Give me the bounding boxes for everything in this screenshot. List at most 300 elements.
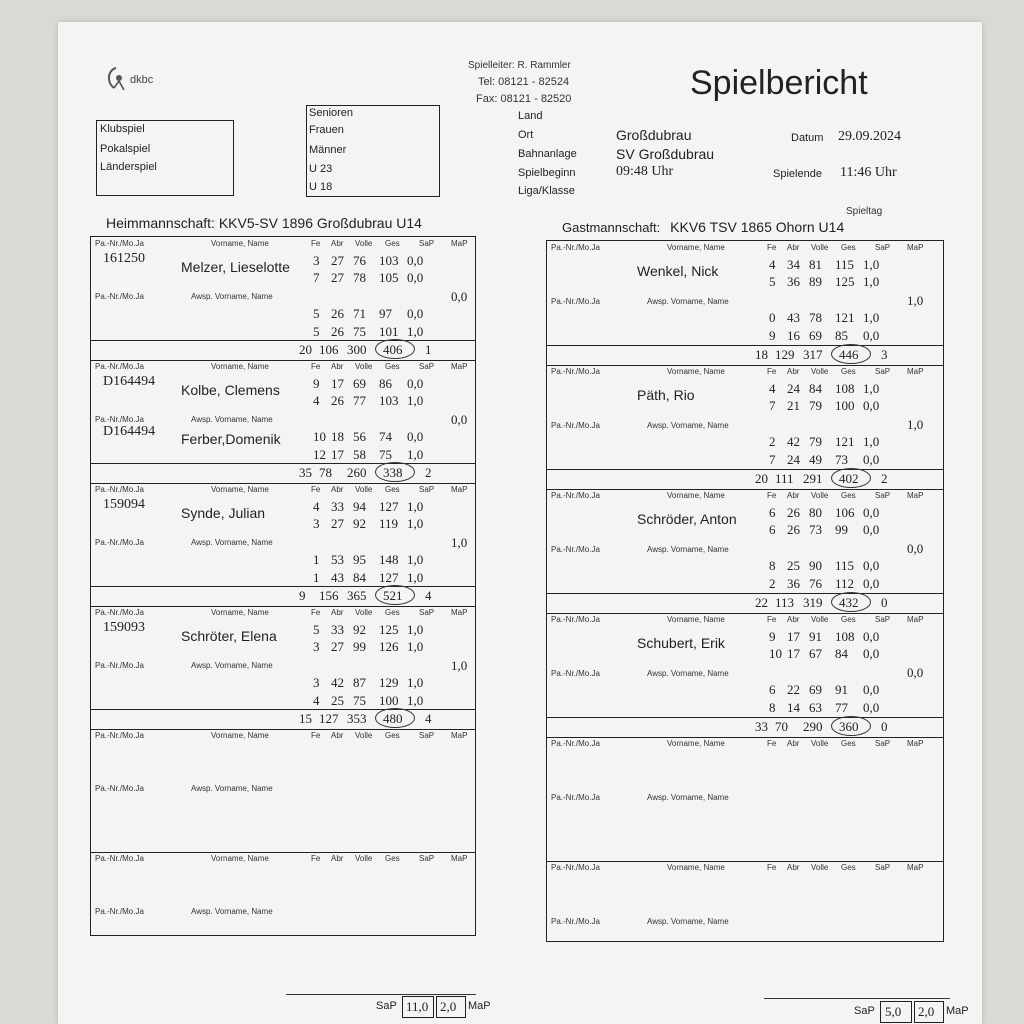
sub-name-label: Awsp. Vorname, Name xyxy=(191,538,273,548)
sub-name-label: Awsp. Vorname, Name xyxy=(191,784,273,794)
throw-cell: 3 xyxy=(313,253,320,268)
column-label-map: MaP xyxy=(451,608,468,617)
total-cell: 432 xyxy=(839,595,859,610)
throw-cell: 6 xyxy=(769,682,776,698)
name-label: Vorname, Name xyxy=(667,863,725,872)
throw-cell: 112 xyxy=(835,576,855,592)
throw-cell: 78 xyxy=(353,270,366,285)
player-divider xyxy=(547,365,943,366)
throw-cell: 77 xyxy=(353,393,366,408)
total-circle xyxy=(375,339,415,359)
category-u18: U 18 xyxy=(309,181,333,193)
throw-cell: 14 xyxy=(787,700,800,716)
player-map: 0,0 xyxy=(451,411,468,427)
throw-cell: 119 xyxy=(379,516,399,531)
total-cell: 402 xyxy=(839,471,859,486)
throw-cell: 84 xyxy=(353,569,366,585)
throw-cell: 129 xyxy=(379,674,399,690)
sub-name-label: Awsp. Vorname, Name xyxy=(191,292,273,302)
player-divider xyxy=(91,606,475,607)
total-divider xyxy=(547,345,943,346)
throw-cell: 49 xyxy=(809,452,822,468)
throw-cell: 36 xyxy=(787,576,800,592)
throw-cell: 125 xyxy=(835,274,855,289)
player-pass: D164494 xyxy=(103,374,156,389)
throw-cell: 3 xyxy=(313,516,320,531)
match-type-pokalspiel: Pokalspiel xyxy=(100,143,151,155)
pass-label: Pa.-Nr./Mo.Ja xyxy=(551,615,600,624)
throw-cell: 26 xyxy=(787,505,800,520)
throw-cell: 42 xyxy=(787,434,800,450)
pass-label: Pa.-Nr./Mo.Ja xyxy=(551,243,600,252)
column-label-volle: Volle xyxy=(811,367,829,376)
player-block xyxy=(547,613,943,737)
name-label: Vorname, Name xyxy=(667,243,725,252)
sub-pass: D164494 xyxy=(103,423,156,439)
throw-cell: 125 xyxy=(379,622,399,637)
column-label-abr: Abr xyxy=(787,491,800,500)
total-circle xyxy=(831,716,871,736)
throw-cell: 0,0 xyxy=(863,398,880,413)
column-label-ges: Ges xyxy=(841,491,856,500)
throw-cell: 99 xyxy=(835,522,848,537)
throw-cell: 6 xyxy=(769,522,776,537)
column-label-map: MaP xyxy=(907,491,924,500)
bahn-value: SV Großdubrau xyxy=(616,146,715,162)
throw-cell: 0,0 xyxy=(863,452,880,468)
total-cell: 319 xyxy=(803,595,823,610)
column-label-map: MaP xyxy=(451,362,468,371)
ort-value: Großdubrau xyxy=(616,127,692,143)
name-label: Vorname, Name xyxy=(211,239,269,248)
name-label: Vorname, Name xyxy=(211,608,269,617)
throw-cell: 80 xyxy=(809,505,822,520)
player-name: Schröder, Anton xyxy=(637,511,737,527)
throw-cell: 26 xyxy=(331,393,344,408)
pass-label: Pa.-Nr./Mo.Ja xyxy=(95,485,144,494)
total-divider xyxy=(91,340,475,341)
player-name: Päth, Rio xyxy=(637,387,695,403)
bowler-logo-icon xyxy=(102,64,132,94)
sub-name-label: Awsp. Vorname, Name xyxy=(647,544,729,554)
sub-name: Ferber,Domenik xyxy=(181,431,281,448)
column-label-sap: SaP xyxy=(875,243,891,252)
column-label-volle: Volle xyxy=(355,608,373,617)
throw-cell: 73 xyxy=(835,452,848,468)
sub-pass-label: Pa.-Nr./Mo.Ja xyxy=(95,292,144,302)
throw-cell: 26 xyxy=(331,305,344,321)
total-cell: 291 xyxy=(803,471,823,486)
player-name: Wenkel, Nick xyxy=(637,263,719,279)
throw-cell: 4 xyxy=(313,499,320,514)
column-label-abr: Abr xyxy=(787,615,800,624)
column-label-abr: Abr xyxy=(787,243,800,252)
throw-cell: 73 xyxy=(809,522,822,537)
player-block xyxy=(547,241,943,365)
column-label-ges: Ges xyxy=(841,863,856,872)
name-label: Vorname, Name xyxy=(211,731,269,740)
column-label-sap: SaP xyxy=(419,362,435,371)
column-label-fe: Fe xyxy=(311,731,321,740)
total-circle xyxy=(831,592,871,612)
throw-cell: 36 xyxy=(787,274,800,289)
throw-cell: 10 xyxy=(769,646,782,661)
throw-cell: 148 xyxy=(379,551,399,567)
throw-cell: 105 xyxy=(379,270,399,285)
throw-cell: 1,0 xyxy=(407,569,424,585)
total-divider xyxy=(91,463,475,464)
column-label-ges: Ges xyxy=(841,615,856,624)
column-label-abr: Abr xyxy=(331,485,344,494)
datum-value: 29.09.2024 xyxy=(838,129,901,144)
throw-cell: 95 xyxy=(353,551,366,567)
throw-cell: 4 xyxy=(313,692,320,708)
throw-cell: 69 xyxy=(353,376,366,391)
guest-team-heading xyxy=(562,219,844,235)
name-label: Vorname, Name xyxy=(211,485,269,494)
throw-cell: 126 xyxy=(379,639,399,654)
player-name: Synde, Julian xyxy=(181,505,266,521)
guest-map-total-box xyxy=(914,1001,944,1023)
total-circle xyxy=(375,462,415,482)
throw-cell: 0,0 xyxy=(863,558,880,574)
total-cell: 338 xyxy=(383,465,403,480)
throw-cell: 0,0 xyxy=(863,522,880,537)
throw-cell: 7 xyxy=(769,452,776,468)
throw-cell: 5 xyxy=(313,622,320,637)
category-senioren: Senioren xyxy=(309,107,354,119)
sub-pass-label: Pa.-Nr./Mo.Ja xyxy=(95,415,144,425)
pass-label: Pa.-Nr./Mo.Ja xyxy=(95,362,144,371)
throw-cell: 94 xyxy=(353,499,366,514)
throw-cell: 1,0 xyxy=(863,274,880,289)
throw-cell: 0,0 xyxy=(407,428,424,444)
total-cell: 3 xyxy=(881,347,888,362)
total-cell: 9 xyxy=(299,588,306,603)
throw-cell: 108 xyxy=(835,629,855,644)
name-label: Vorname, Name xyxy=(667,367,725,376)
home-map-total-box xyxy=(436,996,466,1018)
total-divider xyxy=(91,709,475,710)
throw-cell: 3 xyxy=(313,674,320,690)
sub-name-label: Awsp. Vorname, Name xyxy=(191,661,273,671)
sub-name-label: Awsp. Vorname, Name xyxy=(647,296,729,306)
throw-cell: 2 xyxy=(769,576,776,592)
throw-cell: 26 xyxy=(331,323,344,339)
guest-total-line xyxy=(764,998,950,999)
column-label-ges: Ges xyxy=(385,608,400,617)
home-sap-total: 11,0 xyxy=(406,999,429,1014)
column-label-fe: Fe xyxy=(767,739,777,748)
throw-cell: 24 xyxy=(787,452,800,468)
pass-label: Pa.-Nr./Mo.Ja xyxy=(551,863,600,872)
column-label-fe: Fe xyxy=(311,485,321,494)
throw-cell: 7 xyxy=(769,398,776,413)
column-label-sap: SaP xyxy=(419,731,435,740)
sub-pass-label: Pa.-Nr./Mo.Ja xyxy=(95,538,144,548)
column-label-sap: SaP xyxy=(875,491,891,500)
guest-sap-total: 5,0 xyxy=(885,1004,902,1019)
home-sap-total-label: SaP xyxy=(376,1000,397,1012)
player-name: Melzer, Lieselotte xyxy=(181,259,290,275)
throw-cell: 85 xyxy=(835,328,848,344)
player-map: 1,0 xyxy=(451,534,468,550)
throw-cell: 1,0 xyxy=(863,257,880,272)
throw-cell: 33 xyxy=(331,499,344,514)
total-cell: 521 xyxy=(383,588,403,603)
match-type-box xyxy=(96,120,234,196)
throw-cell: 1 xyxy=(313,551,320,567)
throw-cell: 86 xyxy=(379,376,392,391)
player-block xyxy=(91,729,475,852)
dkbc-logo xyxy=(102,64,172,96)
column-label-abr: Abr xyxy=(331,239,344,248)
total-cell: 4 xyxy=(425,711,432,726)
home-total-line xyxy=(286,994,476,995)
player-block xyxy=(91,852,475,975)
throw-cell: 67 xyxy=(809,646,822,661)
total-divider xyxy=(547,469,943,470)
sub-name-label: Awsp. Vorname, Name xyxy=(647,792,729,802)
pass-label: Pa.-Nr./Mo.Ja xyxy=(95,239,144,248)
throw-cell: 100 xyxy=(835,398,855,413)
home-panel xyxy=(90,236,476,936)
fax: Fax: 08121 - 82520 xyxy=(476,93,572,105)
throw-cell: 76 xyxy=(353,253,366,268)
home-map-total-label: MaP xyxy=(468,1000,491,1012)
total-cell: 4 xyxy=(425,588,432,603)
column-label-sap: SaP xyxy=(875,739,891,748)
total-cell: 1 xyxy=(425,342,432,357)
category-maenner: Männer xyxy=(309,144,347,156)
column-label-ges: Ges xyxy=(841,739,856,748)
leader: Spielleiter: R. Rammler xyxy=(468,60,571,71)
throw-cell: 42 xyxy=(331,674,344,690)
throw-cell: 4 xyxy=(769,257,776,272)
total-cell: 317 xyxy=(803,347,823,362)
sub-pass-label: Pa.-Nr./Mo.Ja xyxy=(551,792,600,802)
throw-cell: 1,0 xyxy=(407,551,424,567)
player-divider xyxy=(547,861,943,862)
pass-label: Pa.-Nr./Mo.Ja xyxy=(95,731,144,740)
throw-cell: 69 xyxy=(809,328,822,344)
throw-cell: 79 xyxy=(809,398,822,413)
column-label-volle: Volle xyxy=(811,491,829,500)
throw-cell: 0,0 xyxy=(863,328,880,344)
player-divider xyxy=(91,360,475,361)
name-label: Vorname, Name xyxy=(667,491,725,500)
player-divider xyxy=(91,852,475,853)
player-divider xyxy=(91,483,475,484)
tel: Tel: 08121 - 82524 xyxy=(478,76,570,88)
throw-cell: 3 xyxy=(313,639,320,654)
total-cell: 33 xyxy=(755,719,768,734)
category-box xyxy=(306,105,440,197)
sub-name-label: Awsp. Vorname, Name xyxy=(647,420,729,430)
sub-name-label: Awsp. Vorname, Name xyxy=(647,668,729,678)
throw-cell: 56 xyxy=(353,428,366,444)
throw-cell: 1,0 xyxy=(407,622,424,637)
throw-cell: 0,0 xyxy=(407,305,424,321)
throw-cell: 27 xyxy=(331,639,344,654)
column-label-sap: SaP xyxy=(875,367,891,376)
column-label-fe: Fe xyxy=(311,854,321,863)
player-block xyxy=(91,360,475,483)
pass-label: Pa.-Nr./Mo.Ja xyxy=(95,854,144,863)
throw-cell: 6 xyxy=(769,505,776,520)
page-title: Spielbericht xyxy=(690,64,868,102)
throw-cell: 18 xyxy=(331,428,344,444)
total-cell: 360 xyxy=(839,719,859,734)
column-label-sap: SaP xyxy=(419,608,435,617)
throw-cell: 92 xyxy=(353,516,366,531)
pass-label: Pa.-Nr./Mo.Ja xyxy=(551,491,600,500)
throw-cell: 16 xyxy=(787,328,800,344)
match-type-klubspiel: Klubspiel xyxy=(100,123,145,135)
total-cell: 113 xyxy=(775,595,795,610)
total-cell: 78 xyxy=(319,465,332,480)
total-cell: 2 xyxy=(881,471,888,486)
throw-cell: 87 xyxy=(353,674,366,690)
throw-cell: 91 xyxy=(835,682,848,698)
throw-cell: 34 xyxy=(787,257,800,272)
throw-cell: 69 xyxy=(809,682,822,698)
column-label-fe: Fe xyxy=(767,863,777,872)
throw-cell: 108 xyxy=(835,381,855,396)
throw-cell: 17 xyxy=(331,376,344,391)
column-label-abr: Abr xyxy=(331,608,344,617)
category-u23: U 23 xyxy=(309,163,333,175)
sub-pass-label: Pa.-Nr./Mo.Ja xyxy=(551,916,600,926)
throw-cell: 53 xyxy=(331,551,344,567)
player-map: 1,0 xyxy=(451,657,468,673)
ende-value: 11:46 Uhr xyxy=(840,165,897,180)
throw-cell: 76 xyxy=(809,576,822,592)
column-label-map: MaP xyxy=(451,239,468,248)
sub-pass-label: Pa.-Nr./Mo.Ja xyxy=(551,420,600,430)
throw-cell: 25 xyxy=(331,692,344,708)
guest-sap-total-box xyxy=(880,1001,912,1023)
home-label: Heimmannschaft: xyxy=(106,215,215,231)
column-label-map: MaP xyxy=(907,367,924,376)
column-label-abr: Abr xyxy=(331,731,344,740)
total-cell: 353 xyxy=(347,711,367,726)
throw-cell: 17 xyxy=(787,646,800,661)
throw-cell: 7 xyxy=(313,270,320,285)
column-label-ges: Ges xyxy=(385,731,400,740)
throw-cell: 2 xyxy=(769,434,776,450)
total-cell: 35 xyxy=(299,465,312,480)
column-label-ges: Ges xyxy=(385,239,400,248)
throw-cell: 27 xyxy=(331,253,344,268)
total-cell: 290 xyxy=(803,719,823,734)
sub-pass-label: Pa.-Nr./Mo.Ja xyxy=(551,296,600,306)
column-label-volle: Volle xyxy=(355,731,373,740)
total-circle xyxy=(831,344,871,364)
column-label-map: MaP xyxy=(907,863,924,872)
column-label-sap: SaP xyxy=(875,615,891,624)
total-cell: 18 xyxy=(755,347,768,362)
name-label: Vorname, Name xyxy=(667,739,725,748)
name-label: Vorname, Name xyxy=(667,615,725,624)
column-label-fe: Fe xyxy=(311,608,321,617)
throw-cell: 8 xyxy=(769,700,776,716)
total-cell: 260 xyxy=(347,465,367,480)
column-label-fe: Fe xyxy=(311,239,321,248)
liga-label: Liga/Klasse xyxy=(518,185,575,197)
throw-cell: 121 xyxy=(835,310,855,326)
column-label-abr: Abr xyxy=(331,362,344,371)
throw-cell: 115 xyxy=(835,558,855,574)
throw-cell: 27 xyxy=(331,270,344,285)
total-cell: 111 xyxy=(775,471,794,486)
throw-cell: 71 xyxy=(353,305,366,321)
total-cell: 20 xyxy=(299,342,312,357)
column-label-volle: Volle xyxy=(811,863,829,872)
throw-cell: 90 xyxy=(809,558,822,574)
throw-cell: 5 xyxy=(769,274,776,289)
column-label-volle: Volle xyxy=(811,615,829,624)
player-map: 0,0 xyxy=(451,288,468,304)
throw-cell: 17 xyxy=(331,446,344,462)
throw-cell: 33 xyxy=(331,622,344,637)
throw-cell: 5 xyxy=(313,305,320,321)
column-label-volle: Volle xyxy=(355,362,373,371)
column-label-sap: SaP xyxy=(419,485,435,494)
column-label-fe: Fe xyxy=(767,243,777,252)
throw-cell: 0,0 xyxy=(863,505,880,520)
player-name: Schröter, Elena xyxy=(181,628,277,644)
total-cell: 15 xyxy=(299,711,312,726)
throw-cell: 103 xyxy=(379,393,399,408)
total-cell: 0 xyxy=(881,719,888,734)
throw-cell: 9 xyxy=(769,629,776,644)
column-label-map: MaP xyxy=(907,739,924,748)
total-divider xyxy=(91,586,475,587)
spieltag-label: Spieltag xyxy=(846,206,883,217)
player-pass: 161250 xyxy=(103,251,145,266)
ende-label: Spielende xyxy=(773,168,822,180)
throw-cell: 4 xyxy=(769,381,776,396)
total-circle xyxy=(375,585,415,605)
total-cell: 156 xyxy=(319,588,339,603)
throw-cell: 97 xyxy=(379,305,392,321)
sub-pass-label: Pa.-Nr./Mo.Ja xyxy=(95,784,144,794)
player-pass: 159094 xyxy=(103,497,145,512)
column-label-ges: Ges xyxy=(385,854,400,863)
throw-cell: 1,0 xyxy=(407,446,424,462)
throw-cell: 27 xyxy=(331,516,344,531)
player-map: 1,0 xyxy=(907,293,924,309)
total-cell: 106 xyxy=(319,342,339,357)
throw-cell: 84 xyxy=(835,646,848,661)
throw-cell: 8 xyxy=(769,558,776,574)
player-divider xyxy=(547,613,943,614)
sub-pass-label: Pa.-Nr./Mo.Ja xyxy=(95,907,144,917)
throw-cell: 1,0 xyxy=(407,639,424,654)
throw-cell: 4 xyxy=(313,393,320,408)
total-cell: 480 xyxy=(383,711,403,726)
sub-pass-label: Pa.-Nr./Mo.Ja xyxy=(551,668,600,678)
player-map: 1,0 xyxy=(907,417,924,433)
throw-cell: 58 xyxy=(353,446,366,462)
throw-cell: 1 xyxy=(313,569,320,585)
throw-cell: 9 xyxy=(769,328,776,344)
player-name: Schubert, Erik xyxy=(637,635,725,651)
throw-cell: 63 xyxy=(809,700,822,716)
throw-cell: 0,0 xyxy=(863,682,880,698)
total-cell: 129 xyxy=(775,347,795,362)
